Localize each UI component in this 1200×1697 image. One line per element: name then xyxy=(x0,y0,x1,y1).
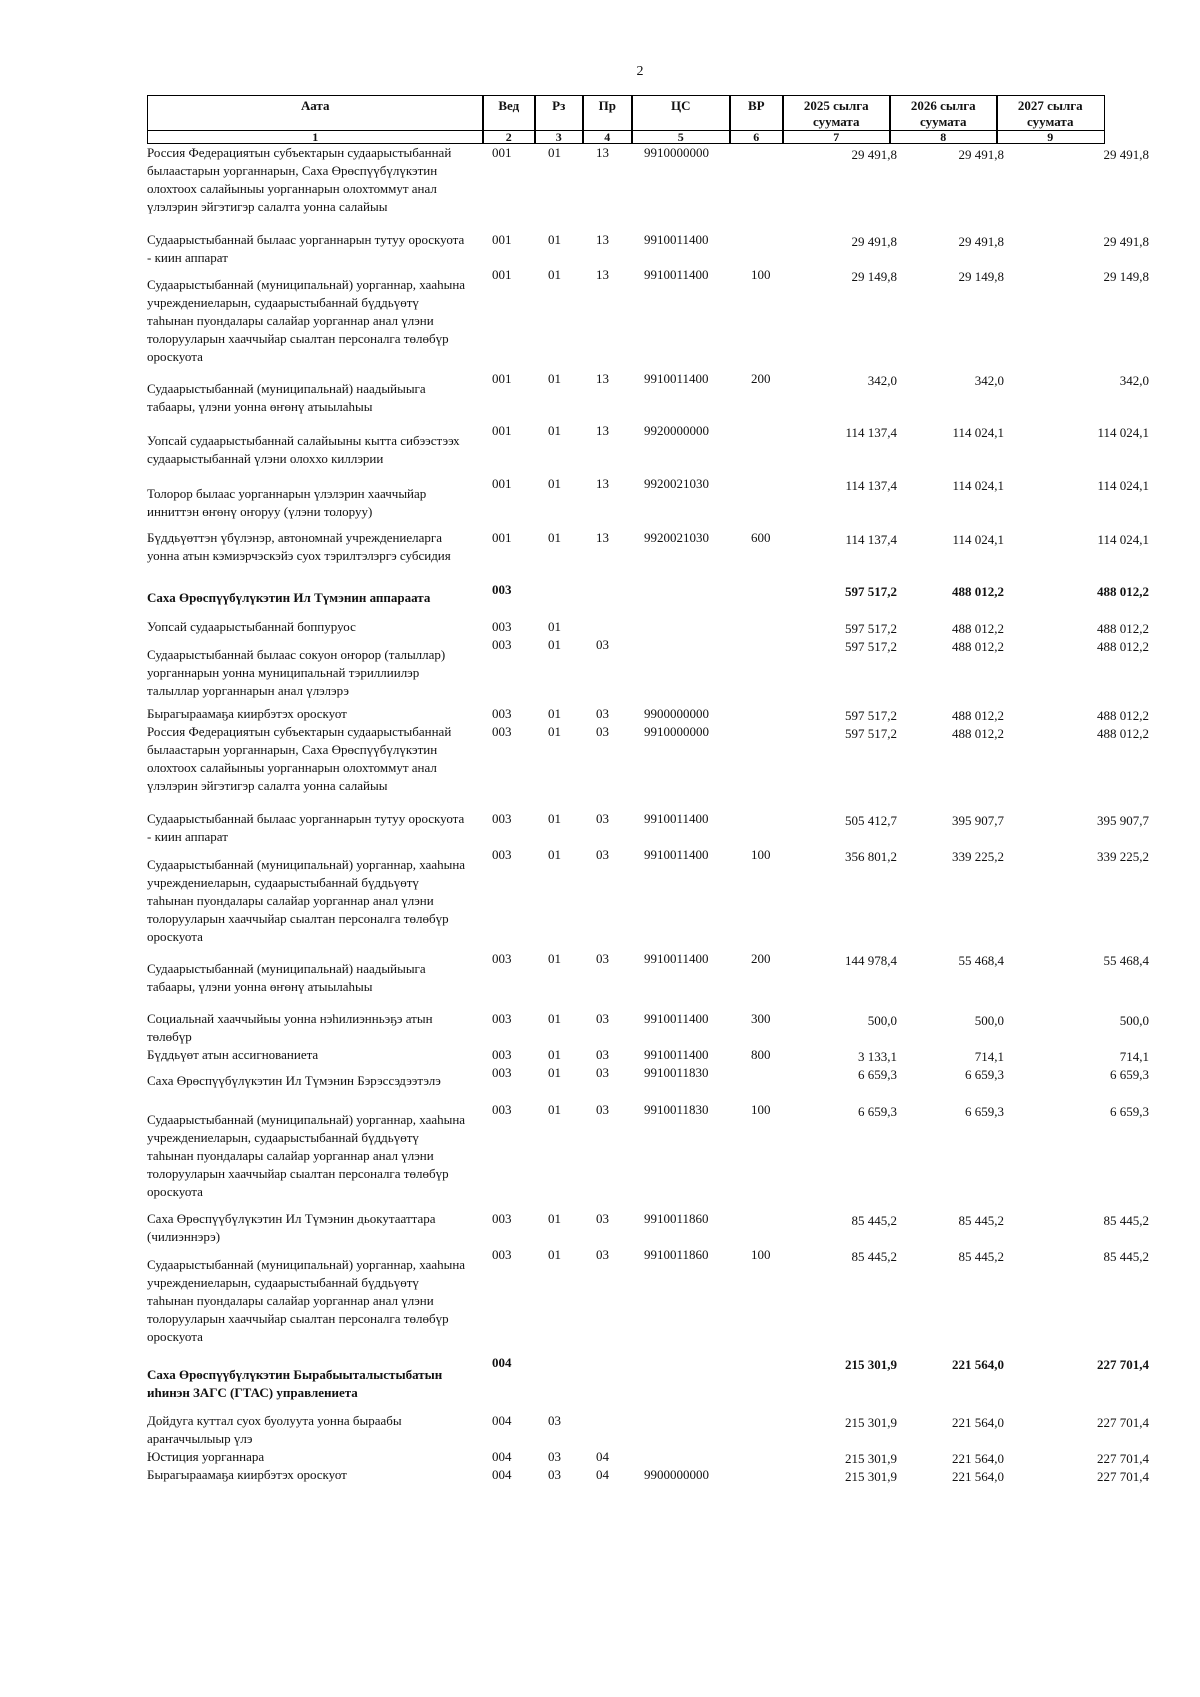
row-ved: 003 xyxy=(492,582,512,597)
row-rz: 01 xyxy=(548,371,561,386)
row-pr: 13 xyxy=(596,371,609,386)
row-ved: 003 xyxy=(492,1011,512,1026)
row-name: Бырагыраамаҕа киирбэтэх ороскуот xyxy=(147,706,347,721)
row-pr: 03 xyxy=(596,951,609,966)
row-y2027: 114 024,1 xyxy=(1097,478,1149,493)
row-y2026: 221 564,0 xyxy=(952,1469,1004,1484)
row-pr: 03 xyxy=(596,1247,609,1262)
row-y2026: 342,0 xyxy=(974,373,1004,388)
row-cs: 9910011400 xyxy=(644,1047,709,1062)
table-body xyxy=(147,144,1149,1489)
row-pr: 03 xyxy=(596,847,609,862)
row-ved: 004 xyxy=(492,1449,512,1464)
row-ved: 004 xyxy=(492,1467,512,1482)
table-header xyxy=(147,95,1149,142)
row-y2025: 6 659,3 xyxy=(858,1104,897,1119)
row-y2025: 85 445,2 xyxy=(851,1249,897,1264)
row-y2027: 29 149,8 xyxy=(1103,269,1149,284)
row-cs: 9910011400 xyxy=(644,951,709,966)
row-cs: 9910011400 xyxy=(644,847,709,862)
row-vr: 600 xyxy=(751,530,771,545)
header-number: 6 xyxy=(729,130,784,144)
header-number: 2 xyxy=(482,130,536,144)
row-rz: 01 xyxy=(548,1102,561,1117)
budget-table xyxy=(147,95,1149,1489)
row-y2025: 29 491,8 xyxy=(851,234,897,249)
row-vr: 100 xyxy=(751,1247,771,1262)
row-rz: 03 xyxy=(548,1413,561,1428)
row-y2026: 6 659,3 xyxy=(965,1104,1004,1119)
row-cs: 9910011400 xyxy=(644,267,709,282)
row-ved: 004 xyxy=(492,1413,512,1428)
row-cs: 9920000000 xyxy=(644,423,709,438)
row-rz: 03 xyxy=(548,1449,561,1464)
row-pr: 13 xyxy=(596,530,609,545)
row-y2026: 29 491,8 xyxy=(958,234,1004,249)
row-rz: 01 xyxy=(548,530,561,545)
row-pr: 03 xyxy=(596,1011,609,1026)
row-y2026: 500,0 xyxy=(974,1013,1004,1028)
row-y2025: 500,0 xyxy=(867,1013,897,1028)
row-ved: 003 xyxy=(492,637,512,652)
row-ved: 003 xyxy=(492,1047,512,1062)
row-y2026: 114 024,1 xyxy=(952,532,1004,547)
row-rz: 01 xyxy=(548,423,561,438)
row-y2027: 488 012,2 xyxy=(1097,584,1149,599)
row-name: Судаарыстыбаннай (муниципальнай) уорганнар, хааһына учреждениеларын, судаарыстыбаннай бүддьүөтү таһынан пуондалары салайар уорганнар анал үлэни толорууларын хааччыйар сыалтан персоналга төлөбүр ороскуота xyxy=(147,1257,466,1344)
row-pr: 03 xyxy=(596,1102,609,1117)
row-y2026: 488 012,2 xyxy=(952,708,1004,723)
row-cs: 9920021030 xyxy=(644,476,709,491)
row-y2025: 114 137,4 xyxy=(845,478,897,493)
table-row xyxy=(147,723,1149,795)
row-y2026: 85 445,2 xyxy=(958,1213,1004,1228)
row-vr: 100 xyxy=(751,267,771,282)
row-rz: 01 xyxy=(548,1211,561,1226)
table-row xyxy=(147,950,1149,996)
row-pr: 13 xyxy=(596,423,609,438)
row-ved: 001 xyxy=(492,423,512,438)
header-cell: Рз xyxy=(534,95,584,131)
row-ved: 003 xyxy=(492,847,512,862)
row-y2027: 488 012,2 xyxy=(1097,621,1149,636)
row-cs: 9910011860 xyxy=(644,1211,709,1226)
row-y2025: 356 801,2 xyxy=(845,849,897,864)
row-name: Бүддьүөт атын ассигнованиета xyxy=(147,1047,319,1062)
table-row xyxy=(147,529,1149,565)
row-y2027: 6 659,3 xyxy=(1110,1104,1149,1119)
header-number: 1 xyxy=(147,130,484,144)
row-cs: 9900000000 xyxy=(644,1467,709,1482)
row-y2025: 597 517,2 xyxy=(845,584,897,599)
row-name: Саха Өрөспүүбүлүкэтин Ил Түмэнин аппараата xyxy=(147,590,431,605)
row-y2025: 597 517,2 xyxy=(845,639,897,654)
row-y2026: 395 907,7 xyxy=(952,813,1004,828)
table-row xyxy=(147,636,1149,700)
row-pr: 13 xyxy=(596,232,609,247)
table-row xyxy=(147,1010,1149,1046)
row-y2027: 114 024,1 xyxy=(1097,532,1149,547)
row-pr: 03 xyxy=(596,724,609,739)
row-pr: 04 xyxy=(596,1467,609,1482)
row-ved: 003 xyxy=(492,706,512,721)
table-row xyxy=(147,1046,1149,1064)
row-y2026: 6 659,3 xyxy=(965,1067,1004,1082)
header-number: 4 xyxy=(582,130,633,144)
row-y2026: 55 468,4 xyxy=(958,953,1004,968)
row-vr: 100 xyxy=(751,847,771,862)
table-row xyxy=(147,1064,1149,1090)
row-y2027: 227 701,4 xyxy=(1097,1415,1149,1430)
table-row xyxy=(147,1448,1149,1466)
row-name: Судаарыстыбаннай былаас сокуон оҥорор (талыллар) уорганнарын уонна муниципальнай тэриллиилэр талыллар уорганнарын анал үлэлэрэ xyxy=(147,647,446,698)
header-number: 9 xyxy=(996,130,1105,144)
row-cs: 9910011830 xyxy=(644,1065,709,1080)
row-y2025: 215 301,9 xyxy=(845,1357,897,1372)
row-vr: 200 xyxy=(751,951,771,966)
row-y2026: 114 024,1 xyxy=(952,425,1004,440)
table-row xyxy=(147,475,1149,521)
row-y2026: 221 564,0 xyxy=(952,1451,1004,1466)
row-rz: 01 xyxy=(548,619,561,634)
row-ved: 003 xyxy=(492,1065,512,1080)
header-cell: 2025 сылга суумата xyxy=(782,95,891,131)
row-y2026: 488 012,2 xyxy=(952,621,1004,636)
header-cell: 2026 сылга суумата xyxy=(889,95,998,131)
table-row xyxy=(147,705,1149,723)
row-cs: 9920021030 xyxy=(644,530,709,545)
row-rz: 01 xyxy=(548,1247,561,1262)
row-y2025: 114 137,4 xyxy=(845,425,897,440)
table-row xyxy=(147,1210,1149,1246)
row-name: Судаарыстыбаннай (муниципальнай) наадыйыыга табаары, үлэни уонна өҥөнү атыылаһыы xyxy=(147,381,426,414)
row-y2025: 505 412,7 xyxy=(845,813,897,828)
table-row xyxy=(147,231,1149,267)
row-y2027: 227 701,4 xyxy=(1097,1357,1149,1372)
row-y2026: 29 491,8 xyxy=(958,147,1004,162)
header-number: 5 xyxy=(631,130,731,144)
row-y2027: 339 225,2 xyxy=(1097,849,1149,864)
row-y2025: 3 133,1 xyxy=(858,1049,897,1064)
header-number: 7 xyxy=(782,130,891,144)
header-cell: ВР xyxy=(729,95,784,131)
row-ved: 001 xyxy=(492,145,512,160)
row-cs: 9910011400 xyxy=(644,1011,709,1026)
row-name: Судаарыстыбаннай былаас уорганнарын тутуу ороскуота - киин аппарат xyxy=(147,232,465,265)
row-ved: 003 xyxy=(492,1247,512,1262)
row-name: Юстиция уорганнара xyxy=(147,1449,265,1464)
row-rz: 03 xyxy=(548,1467,561,1482)
row-name: Дойдуга куттал суох буолуута уонна быраабы араҥаччылыыр үлэ xyxy=(147,1413,402,1446)
row-ved: 001 xyxy=(492,371,512,386)
header-number: 3 xyxy=(534,130,584,144)
row-cs: 9910000000 xyxy=(644,145,709,160)
table-row xyxy=(147,1354,1149,1402)
table-row xyxy=(147,144,1149,216)
table-row xyxy=(147,1101,1149,1201)
row-cs: 9900000000 xyxy=(644,706,709,721)
row-y2026: 221 564,0 xyxy=(952,1415,1004,1430)
row-name: Социальнай хааччыйыы уонна нэһилиэнньэҕэ атын төлөбүр xyxy=(147,1011,433,1044)
row-y2026: 221 564,0 xyxy=(952,1357,1004,1372)
row-rz: 01 xyxy=(548,847,561,862)
row-y2027: 500,0 xyxy=(1119,1013,1149,1028)
row-ved: 003 xyxy=(492,619,512,634)
row-cs: 9910011860 xyxy=(644,1247,709,1262)
row-name: Россия Федерациятын субъектарын судаарыстыбаннай былаастарын уорганнарын, Саха Өрөспүүбүлүкэтин олохтоох салайыныы уорганнарын олохтоммут анал үлэлэрин эйгэтигэр салалта уонна салайыы xyxy=(147,145,452,214)
row-y2026: 488 012,2 xyxy=(952,584,1004,599)
row-y2026: 339 225,2 xyxy=(952,849,1004,864)
table-row xyxy=(147,581,1149,607)
table-row xyxy=(147,1466,1149,1484)
row-pr: 03 xyxy=(596,706,609,721)
row-y2025: 215 301,9 xyxy=(845,1451,897,1466)
row-pr: 13 xyxy=(596,145,609,160)
header-cell: Вед xyxy=(482,95,536,131)
row-ved: 003 xyxy=(492,811,512,826)
row-name: Судаарыстыбаннай былаас уорганнарын тутуу ороскуота - киин аппарат xyxy=(147,811,465,844)
row-pr: 04 xyxy=(596,1449,609,1464)
row-rz: 01 xyxy=(548,1011,561,1026)
row-y2026: 85 445,2 xyxy=(958,1249,1004,1264)
row-rz: 01 xyxy=(548,232,561,247)
row-name: Судаарыстыбаннай (муниципальнай) уорганнар, хааһына учреждениеларын, судаарыстыбаннай бүддьүөтү таһынан пуондалары салайар уорганнар анал үлэни толорууларын хааччыйар сыалтан персоналга төлөбүр ороскуота xyxy=(147,277,466,364)
header-number: 8 xyxy=(889,130,998,144)
row-y2025: 85 445,2 xyxy=(851,1213,897,1228)
row-ved: 001 xyxy=(492,530,512,545)
row-ved: 003 xyxy=(492,1102,512,1117)
table-row xyxy=(147,370,1149,416)
row-y2026: 114 024,1 xyxy=(952,478,1004,493)
row-y2025: 597 517,2 xyxy=(845,708,897,723)
row-vr: 100 xyxy=(751,1102,771,1117)
row-pr: 03 xyxy=(596,1065,609,1080)
row-vr: 800 xyxy=(751,1047,771,1062)
row-y2026: 488 012,2 xyxy=(952,726,1004,741)
row-rz: 01 xyxy=(548,706,561,721)
row-rz: 01 xyxy=(548,637,561,652)
row-y2025: 114 137,4 xyxy=(845,532,897,547)
row-y2025: 215 301,9 xyxy=(845,1469,897,1484)
row-y2027: 55 468,4 xyxy=(1103,953,1149,968)
row-ved: 001 xyxy=(492,267,512,282)
row-y2025: 342,0 xyxy=(867,373,897,388)
row-cs: 9910011400 xyxy=(644,811,709,826)
row-name: Судаарыстыбаннай (муниципальнай) уорганнар, хааһына учреждениеларын, судаарыстыбаннай бүддьүөтү таһынан пуондалары салайар уорганнар анал үлэни толорууларын хааччыйар сыалтан персоналга төлөбүр ороскуота xyxy=(147,1112,466,1199)
row-y2027: 342,0 xyxy=(1119,373,1149,388)
table-row xyxy=(147,846,1149,946)
row-y2027: 29 491,8 xyxy=(1103,147,1149,162)
row-ved: 001 xyxy=(492,232,512,247)
row-ved: 003 xyxy=(492,1211,512,1226)
row-y2027: 85 445,2 xyxy=(1103,1213,1149,1228)
row-ved: 003 xyxy=(492,951,512,966)
header-cell: 2027 сылга суумата xyxy=(996,95,1105,131)
row-name: Бүддьүөттэн үбүлэнэр, автономнай учреждениеларга уонна атын кэмиэрчэскэйэ суох тэрилтэлэргэ субсидия xyxy=(147,530,451,563)
table-row xyxy=(147,810,1149,846)
row-y2027: 488 012,2 xyxy=(1097,639,1149,654)
row-vr: 300 xyxy=(751,1011,771,1026)
row-y2027: 395 907,7 xyxy=(1097,813,1149,828)
row-y2026: 714,1 xyxy=(974,1049,1004,1064)
row-y2027: 227 701,4 xyxy=(1097,1469,1149,1484)
row-cs: 9910011830 xyxy=(644,1102,709,1117)
row-rz: 01 xyxy=(548,724,561,739)
row-y2027: 6 659,3 xyxy=(1110,1067,1149,1082)
row-y2027: 29 491,8 xyxy=(1103,234,1149,249)
row-name: Россия Федерациятын субъектарын судаарыстыбаннай былаастарын уорганнарын, Саха Өрөспүүбүлүкэтин олохтоох салайыныы уорганнарын олохтоммут анал үлэлэрин эйгэтигэр салалта уонна салайыы xyxy=(147,724,452,793)
row-cs: 9910011400 xyxy=(644,371,709,386)
row-vr: 200 xyxy=(751,371,771,386)
row-y2027: 714,1 xyxy=(1119,1049,1149,1064)
row-y2025: 215 301,9 xyxy=(845,1415,897,1430)
row-rz: 01 xyxy=(548,811,561,826)
row-pr: 03 xyxy=(596,1211,609,1226)
row-name: Толорор былаас уорганнарын үлэлэрин хааччыйар инниттэн өҥөнү оҥоруу (үлэни толоруу) xyxy=(147,486,427,519)
row-y2025: 597 517,2 xyxy=(845,621,897,636)
row-name: Судаарыстыбаннай (муниципальнай) наадыйыыга табаары, үлэни уонна өҥөнү атыылаһыы xyxy=(147,961,426,994)
row-y2025: 29 491,8 xyxy=(851,147,897,162)
row-y2026: 29 149,8 xyxy=(958,269,1004,284)
row-y2025: 6 659,3 xyxy=(858,1067,897,1082)
row-ved: 004 xyxy=(492,1355,512,1370)
page-number: 2 xyxy=(636,64,644,79)
row-rz: 01 xyxy=(548,145,561,160)
table-row xyxy=(147,266,1149,366)
row-pr: 03 xyxy=(596,637,609,652)
row-y2027: 488 012,2 xyxy=(1097,708,1149,723)
row-rz: 01 xyxy=(548,1047,561,1062)
row-y2025: 597 517,2 xyxy=(845,726,897,741)
table-row xyxy=(147,1412,1149,1448)
row-name: Уопсай судаарыстыбаннай боппуруос xyxy=(147,619,356,634)
row-pr: 13 xyxy=(596,476,609,491)
row-name: Саха Өрөспүүбүлүкэтин Бырабыыталыстыбатын иһинэн ЗАГС (ГТАС) управлениета xyxy=(147,1367,443,1400)
header-cell: Пр xyxy=(582,95,633,131)
row-name: Саха Өрөспүүбүлүкэтин Ил Түмэнин дьокутааттара (чилиэннэрэ) xyxy=(147,1211,436,1244)
row-y2027: 114 024,1 xyxy=(1097,425,1149,440)
row-name: Саха Өрөспүүбүлүкэтин Ил Түмэнин Бэрэссэдээтэлэ xyxy=(147,1073,441,1088)
header-cell: ЦС xyxy=(631,95,731,131)
row-pr: 13 xyxy=(596,267,609,282)
row-name: Уопсай судаарыстыбаннай салайыыны кытта сибээстээх судаарыстыбаннай үлэни олоххо киллэрии xyxy=(147,433,460,466)
row-y2026: 488 012,2 xyxy=(952,639,1004,654)
table-row xyxy=(147,618,1149,636)
table-row xyxy=(147,422,1149,468)
row-rz: 01 xyxy=(548,1065,561,1080)
row-rz: 01 xyxy=(548,476,561,491)
row-pr: 03 xyxy=(596,1047,609,1062)
row-y2027: 227 701,4 xyxy=(1097,1451,1149,1466)
row-y2027: 488 012,2 xyxy=(1097,726,1149,741)
row-name: Бырагыраамаҕа киирбэтэх ороскуот xyxy=(147,1467,347,1482)
row-y2027: 85 445,2 xyxy=(1103,1249,1149,1264)
row-pr: 03 xyxy=(596,811,609,826)
row-rz: 01 xyxy=(548,267,561,282)
row-y2025: 29 149,8 xyxy=(851,269,897,284)
row-name: Судаарыстыбаннай (муниципальнай) уорганнар, хааһына учреждениеларын, судаарыстыбаннай бүддьүөтү таһынан пуондалары салайар уорганнар анал үлэни толорууларын хааччыйар сыалтан персоналга төлөбүр ороскуота xyxy=(147,857,466,944)
row-cs: 9910000000 xyxy=(644,724,709,739)
row-ved: 001 xyxy=(492,476,512,491)
row-rz: 01 xyxy=(548,951,561,966)
row-cs: 9910011400 xyxy=(644,232,709,247)
header-cell: Аата xyxy=(147,95,484,131)
row-ved: 003 xyxy=(492,724,512,739)
row-y2025: 144 978,4 xyxy=(845,953,897,968)
table-row xyxy=(147,1246,1149,1346)
